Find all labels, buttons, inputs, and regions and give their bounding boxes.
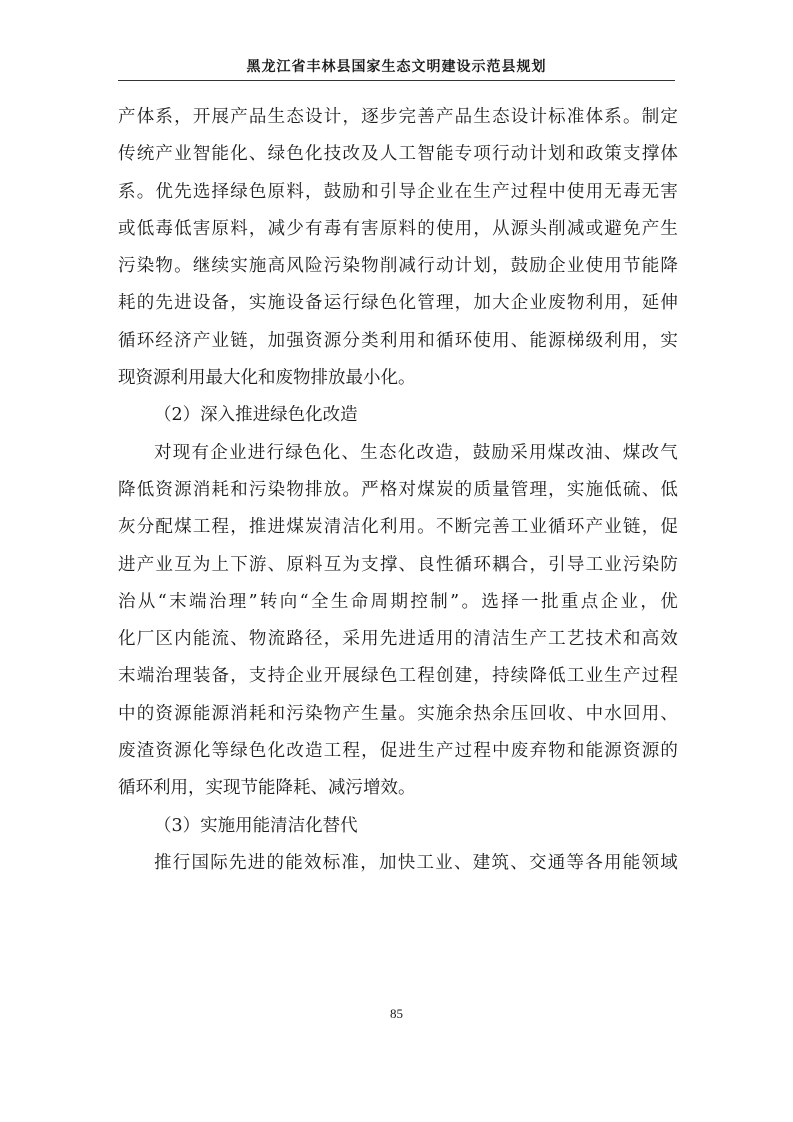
text-line: 灰 分 配 煤 工 程 ， 推 进 煤 炭 清 洁 化 利 用 。 不 断 完 善 工 业 循 环 产 业 链 ， 促 xyxy=(118,517,678,538)
body-text xyxy=(118,99,678,882)
text-line: 循环利用，实现节能降耗、减污增效。 xyxy=(118,778,416,799)
header-divider xyxy=(118,80,675,81)
text-line: 推 行 国 际 先 进 的 能 效 标 准 ， 加 快 工 业 、 建 筑 、 交 通 等 各 用 能 领 域 xyxy=(154,852,678,873)
page-number: 85 xyxy=(390,1006,403,1021)
text-line: 现资源利用最大化和废物排放最小化。 xyxy=(118,368,416,389)
text-line: 产 体 系 ， 开 展 产 品 生 态 设 计 ， 逐 步 完 善 产 品 生 态 设 计 标 准 体 系 。 制 定 xyxy=(118,107,678,127)
text-line: 中 的 资 源 能 源 消 耗 和 污 染 物 产 生 量 。 实 施 余 热 余 压 回 收 、 中 水 回 用 、 xyxy=(118,703,678,724)
text-line: 污 染 物 。 继 续 实 施 高 风 险 污 染 物 削 减 行 动 计 划 ， 鼓 励 企 业 使 用 节 能 降 xyxy=(118,256,678,277)
section-heading: （2）深入推进绿色化改造 xyxy=(154,405,358,426)
text-line: 或 低 毒 低 害 原 料 ， 减 少 有 毒 有 害 原 料 的 使 用 ， 从 源 头 削 减 或 避 免 产 生 xyxy=(118,218,678,239)
running-header-title: 黑龙江省丰林县国家生态文明建设示范县规划 xyxy=(246,59,547,75)
text-line: 末 端 治 理 装 备 ， 支 持 企 业 开 展 绿 色 工 程 创 建 ， 持 续 降 低 工 业 生 产 过 程 xyxy=(118,666,678,687)
text-line: 系 。 优 先 选 择 绿 色 原 料 ， 鼓 励 和 引 导 企 业 在 生 产 过 程 中 使 用 无 毒 无 害 xyxy=(118,181,678,202)
text-line: 对 现 有 企 业 进 行 绿 色 化 、 生 态 化 改 造 ， 鼓 励 采 用 煤 改 油 、 煤 改 气 xyxy=(154,442,678,463)
text-line: 耗 的 先 进 设 备 ， 实 施 设 备 运 行 绿 色 化 管 理 ， 加 大 企 业 废 物 利 用 ， 延 伸 xyxy=(118,293,678,314)
section-heading: （3）实施用能清洁化替代 xyxy=(154,815,358,836)
text-line: 治 从 “ 末 端 治 理 ” 转 向 “ 全 生 命 周 期 控 制 ” 。 选 择 一 批 重 点 企 业 ， 优 xyxy=(118,591,678,612)
text-line: 降 低 资 源 消 耗 和 污 染 物 排 放 。 严 格 对 煤 炭 的 质 量 管 理 ， 实 施 低 硫 、 低 xyxy=(118,479,678,500)
text-line: 化 厂 区 内 能 流 、 物 流 路 径 ， 采 用 先 进 适 用 的 清 洁 生 产 工 艺 技 术 和 高 效 xyxy=(118,629,678,650)
text-line: 进 产 业 互 为 上 下 游 、 原 料 互 为 支 撑 、 良 性 循 环 耦 合 ， 引 导 工 业 污 染 防 xyxy=(118,554,678,575)
text-line: 废 渣 资 源 化 等 绿 色 化 改 造 工 程 ， 促 进 生 产 过 程 中 废 弃 物 和 能 源 资 源 的 xyxy=(118,741,678,762)
text-line: 循 环 经 济 产 业 链 ， 加 强 资 源 分 类 利 用 和 循 环 使 用 、 能 源 梯 级 利 用 ， 实 xyxy=(118,330,678,351)
text-line: 传 统 产 业 智 能 化 、 绿 色 化 技 改 及 人 工 智 能 专 项 行 动 计 划 和 政 策 支 撑 体 xyxy=(118,144,678,165)
